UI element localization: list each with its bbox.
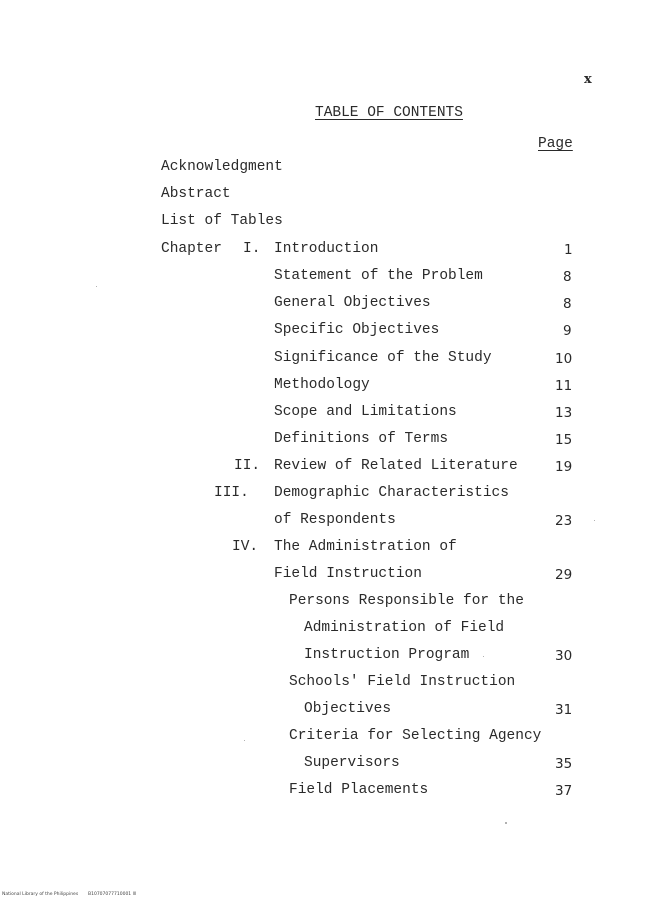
toc-entry-text: Field Placements — [289, 782, 429, 798]
toc-entry-text: Instruction Program — [304, 647, 470, 663]
toc-entry-text: Methodology — [274, 377, 370, 393]
toc-page-number: 35 — [555, 756, 573, 772]
toc-entry-text: Review of Related Literature — [274, 458, 518, 474]
toc-entry-text: The Administration of — [274, 539, 457, 555]
scan-speck — [244, 740, 245, 741]
toc-page-number: 29 — [555, 567, 573, 583]
chapter-numeral-iii: III. — [214, 485, 249, 501]
toc-entry-text: Supervisors — [304, 755, 400, 771]
toc-page-number: 30 — [555, 648, 573, 664]
chapter-numeral-i: I. — [243, 241, 261, 257]
toc-entry-text: Criteria for Selecting Agency — [289, 728, 542, 744]
scan-speck — [483, 656, 484, 657]
toc-entry-text: Introduction — [274, 241, 379, 257]
toc-page-number: 10 — [555, 351, 573, 367]
toc-page-number: 8 — [563, 269, 572, 285]
toc-entry-text: Administration of Field — [304, 620, 505, 636]
toc-front-matter-list-of-tables: List of Tables — [161, 213, 283, 229]
toc-entry-text: of Respondents — [274, 512, 396, 528]
toc-entry-text: Scope and Limitations — [274, 404, 457, 420]
page-title: TABLE OF CONTENTS — [315, 105, 463, 121]
footer-library-stamp: National Library of the Philippines — [2, 892, 79, 897]
toc-entry-text: Field Instruction — [274, 566, 422, 582]
toc-page-number: 19 — [555, 459, 573, 475]
scan-speck — [594, 520, 595, 521]
chapter-numeral-iv: IV. — [232, 539, 259, 555]
toc-front-matter-acknowledgment: Acknowledgment — [161, 159, 283, 175]
chapter-numeral-ii: II. — [234, 458, 261, 474]
toc-entry-text: Schools' Field Instruction — [289, 674, 516, 690]
toc-page-number: 1 — [564, 242, 573, 258]
toc-page-number: 8 — [563, 296, 572, 312]
page-column-header: Page — [538, 136, 573, 152]
page-number: x — [584, 72, 592, 87]
toc-page-number: 9 — [563, 323, 572, 339]
scan-speck — [96, 286, 97, 287]
toc-entry-text: Persons Responsible for the — [289, 593, 524, 609]
toc-entry-text: Definitions of Terms — [274, 431, 449, 447]
toc-page-number: 15 — [555, 432, 573, 448]
toc-entry-text: Objectives — [304, 701, 392, 717]
toc-entry-text: Specific Objectives — [274, 322, 440, 338]
toc-page-number: 23 — [555, 513, 573, 529]
chapter-label: Chapter — [161, 241, 222, 257]
toc-entry-text: Demographic Characteristics — [274, 485, 509, 501]
toc-page-number: 13 — [555, 405, 573, 421]
footer-scan-id: B10707077710001 lll — [88, 892, 137, 897]
toc-page-number: 31 — [555, 702, 573, 718]
toc-entry-text: Significance of the Study — [274, 350, 492, 366]
toc-page-number: 11 — [555, 378, 573, 394]
toc-front-matter-abstract: Abstract — [161, 186, 231, 202]
toc-entry-text: Statement of the Problem — [274, 268, 483, 284]
toc-entry-text: General Objectives — [274, 295, 431, 311]
toc-page-number: 37 — [555, 783, 573, 799]
scan-speck — [505, 822, 507, 824]
